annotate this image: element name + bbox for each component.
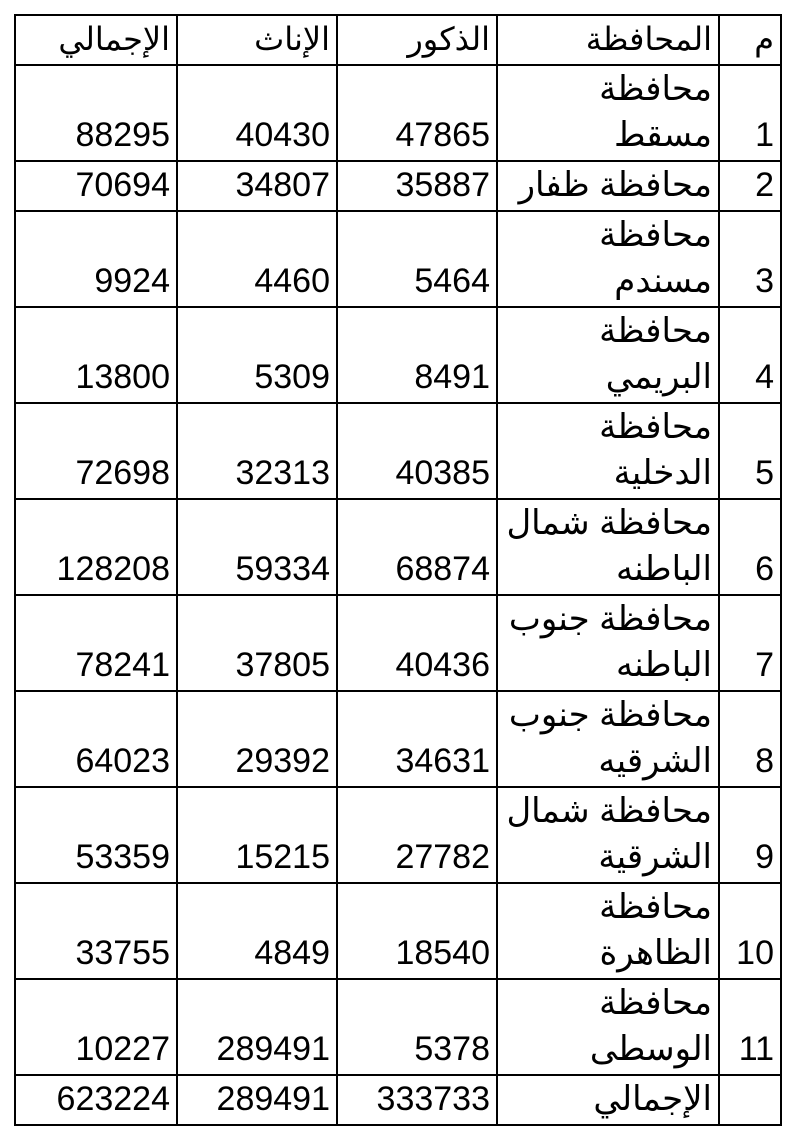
row-index: 6 (719, 499, 781, 595)
governorate-population-table (14, 14, 782, 1126)
table-row (15, 403, 781, 499)
row-governorate: محافظة ظفار (497, 161, 719, 211)
row-females: 29392 (177, 691, 337, 787)
row-governorate: محافظة الظاهرة (497, 883, 719, 979)
row-males: 35887 (337, 161, 497, 211)
row-index: 9 (719, 787, 781, 883)
header-index: م (719, 15, 781, 65)
row-total: 72698 (15, 403, 177, 499)
row-males: 18540 (337, 883, 497, 979)
row-governorate: محافظة الوسطى (497, 979, 719, 1075)
row-total: 33755 (15, 883, 177, 979)
totals-females: 289491 (177, 1075, 337, 1125)
row-index: 4 (719, 307, 781, 403)
row-males: 8491 (337, 307, 497, 403)
row-governorate: محافظة مسقط (497, 65, 719, 161)
header-females: الإناث (177, 15, 337, 65)
table-row (15, 211, 781, 307)
row-total: 88295 (15, 65, 177, 161)
row-males: 5378 (337, 979, 497, 1075)
row-total: 10227 (15, 979, 177, 1075)
table-row (15, 65, 781, 161)
row-males: 5464 (337, 211, 497, 307)
row-governorate: محافظة شمال الباطنه (497, 499, 719, 595)
totals-row (15, 1075, 781, 1125)
totals-males: 333733 (337, 1075, 497, 1125)
row-governorate: محافظة جنوب الباطنه (497, 595, 719, 691)
row-females: 34807 (177, 161, 337, 211)
row-index: 7 (719, 595, 781, 691)
row-total: 70694 (15, 161, 177, 211)
totals-index-empty (719, 1075, 781, 1125)
row-total: 128208 (15, 499, 177, 595)
row-males: 47865 (337, 65, 497, 161)
row-index: 8 (719, 691, 781, 787)
row-governorate: محافظة جنوب الشرقيه (497, 691, 719, 787)
header-males: الذكور (337, 15, 497, 65)
row-governorate: محافظة شمال الشرقية (497, 787, 719, 883)
row-males: 68874 (337, 499, 497, 595)
table-row (15, 595, 781, 691)
row-females: 289491 (177, 979, 337, 1075)
row-governorate: محافظة الدخلية (497, 403, 719, 499)
row-total: 13800 (15, 307, 177, 403)
row-index: 1 (719, 65, 781, 161)
row-females: 40430 (177, 65, 337, 161)
row-males: 40436 (337, 595, 497, 691)
row-females: 37805 (177, 595, 337, 691)
row-total: 64023 (15, 691, 177, 787)
table-row (15, 499, 781, 595)
header-total: الإجمالي (15, 15, 177, 65)
header-governorate: المحافظة (497, 15, 719, 65)
row-females: 59334 (177, 499, 337, 595)
row-males: 34631 (337, 691, 497, 787)
row-females: 5309 (177, 307, 337, 403)
row-females: 4460 (177, 211, 337, 307)
header-row (15, 15, 781, 65)
row-females: 32313 (177, 403, 337, 499)
table-row (15, 787, 781, 883)
table-row (15, 979, 781, 1075)
row-females: 15215 (177, 787, 337, 883)
row-index: 10 (719, 883, 781, 979)
spreadsheet-table-container (14, 14, 780, 1126)
row-governorate: محافظة البريمي (497, 307, 719, 403)
row-females: 4849 (177, 883, 337, 979)
row-males: 40385 (337, 403, 497, 499)
row-index: 11 (719, 979, 781, 1075)
row-total: 9924 (15, 211, 177, 307)
table-row (15, 307, 781, 403)
row-total: 53359 (15, 787, 177, 883)
row-males: 27782 (337, 787, 497, 883)
table-row (15, 883, 781, 979)
totals-label: الإجمالي (497, 1075, 719, 1125)
row-total: 78241 (15, 595, 177, 691)
table-row (15, 691, 781, 787)
totals-total: 623224 (15, 1075, 177, 1125)
row-index: 3 (719, 211, 781, 307)
row-index: 5 (719, 403, 781, 499)
table-row (15, 161, 781, 211)
row-governorate: محافظة مسندم (497, 211, 719, 307)
row-index: 2 (719, 161, 781, 211)
